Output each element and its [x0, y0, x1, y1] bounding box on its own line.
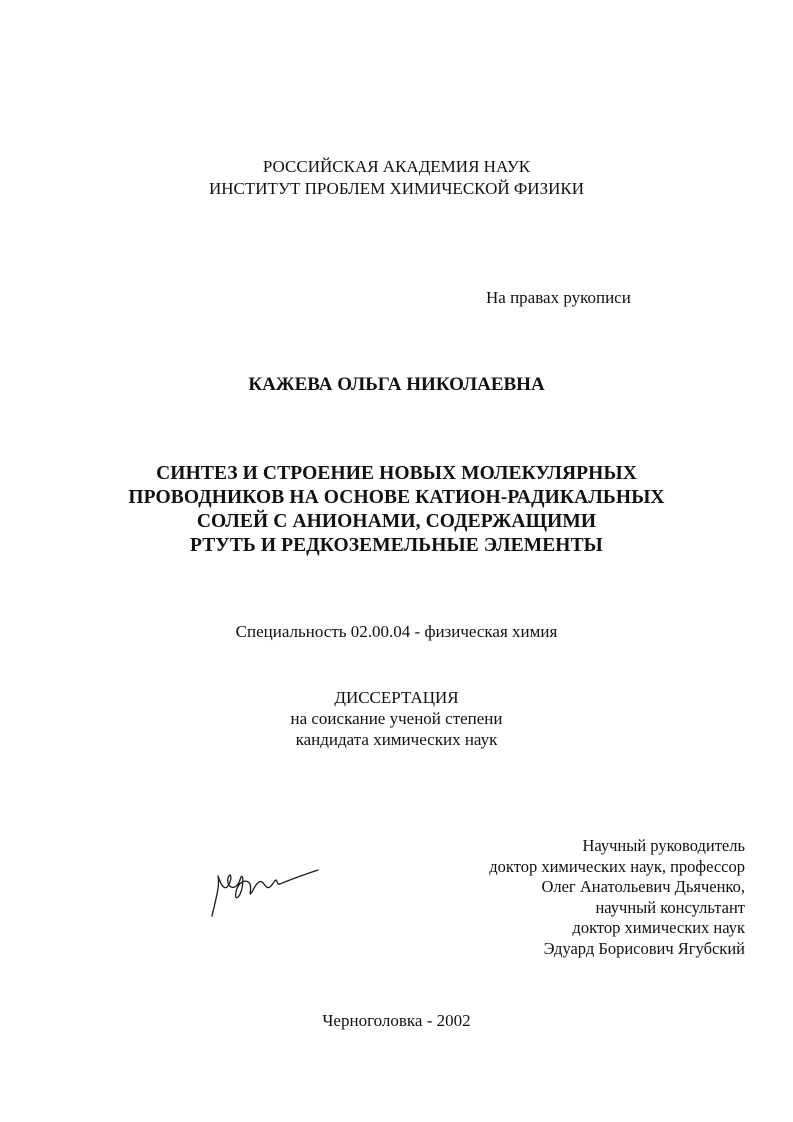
- degree-heading: ДИССЕРТАЦИЯ: [334, 688, 459, 707]
- institute-name: ИНСТИТУТ ПРОБЛЕМ ХИМИЧЕСКОЙ ФИЗИКИ: [209, 179, 584, 198]
- supervisor-line: научный консультант: [595, 897, 745, 917]
- supervisor-line: Эдуард Борисович Ягубский: [543, 938, 745, 958]
- manuscript-note: На правах рукописи: [486, 288, 631, 307]
- supervisor-line: доктор химических наук: [572, 918, 745, 937]
- title-line-4: РТУТЬ И РЕДКОЗЕМЕЛЬНЫЕ ЭЛЕМЕНТЫ: [190, 535, 603, 556]
- supervisor-line: Олег Анатольевич Дьяченко,: [541, 877, 745, 896]
- supervisors-block: [489, 836, 745, 959]
- specialty: Специальность 02.00.04 - физическая химия: [235, 622, 558, 641]
- handwritten-signature-icon: [206, 858, 326, 928]
- academy-name: РОССИЙСКАЯ АКАДЕМИЯ НАУК: [262, 157, 531, 176]
- title-line-3: СОЛЕЙ С АНИОНАМИ, СОДЕРЖАЩИМИ: [196, 511, 597, 532]
- degree-line-3: кандидата химических наук: [295, 730, 498, 749]
- footer-city-year: Черноголовка - 2002: [322, 1011, 471, 1030]
- author-name: КАЖЕВА ОЛЬГА НИКОЛАЕВНА: [248, 374, 545, 395]
- supervisor-line: Научный руководитель: [582, 836, 745, 855]
- supervisor-line: доктор химических наук, профессор: [489, 856, 745, 876]
- title-line-2: ПРОВОДНИКОВ НА ОСНОВЕ КАТИОН-РАДИКАЛЬНЫХ: [128, 487, 665, 508]
- title-line-1: СИНТЕЗ И СТРОЕНИЕ НОВЫХ МОЛЕКУЛЯРНЫХ: [156, 463, 637, 484]
- degree-line-2: на соискание ученой степени: [290, 709, 503, 728]
